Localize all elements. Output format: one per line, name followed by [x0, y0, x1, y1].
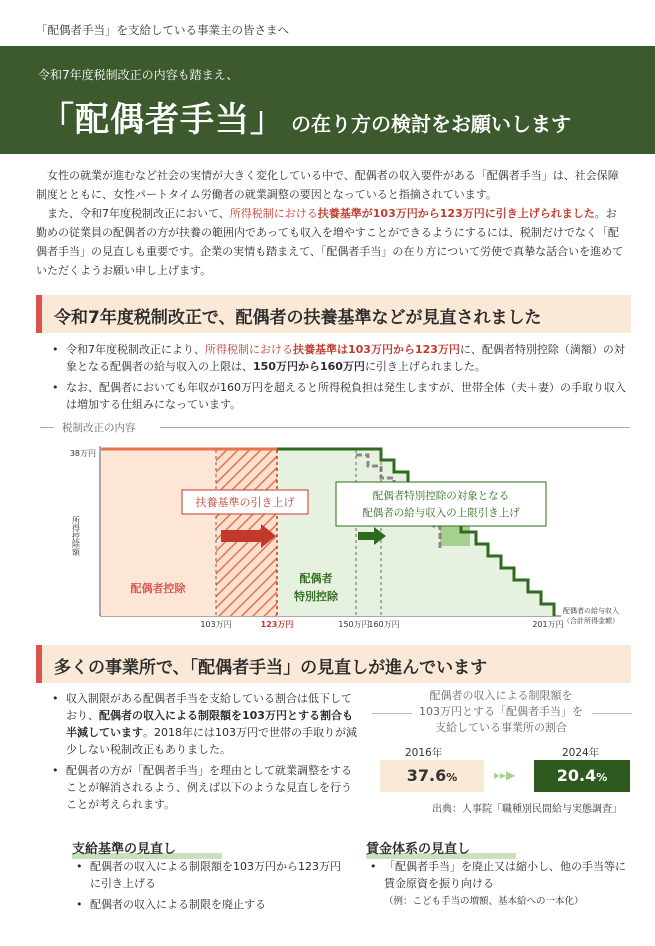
x-tick-label: 150万円 — [338, 620, 370, 629]
stat-year-2024: 2024年 — [562, 747, 600, 759]
y-tick-label: 38万円 — [69, 449, 96, 458]
callout-right-box — [336, 482, 546, 526]
section1-bullets — [52, 341, 627, 417]
box2-item1: 「配偶者手当」を廃止又は縮小し、他の手当等に賃金原資を振り向ける — [384, 860, 626, 890]
intro-p2-red: 所得税制における — [229, 207, 318, 220]
stat-year-2016: 2016年 — [405, 747, 443, 759]
s1b1-bold: 150万円から160万円 — [253, 360, 365, 373]
section1-title: 令和7年度税制改正で、配偶者の扶養基準などが見直されました — [54, 308, 542, 328]
list-item — [52, 341, 627, 375]
header-subtitle: 令和7年度税制改正の内容も踏まえ、 — [38, 68, 239, 82]
intro-p2-post: 。お勤めの従業員の配偶者の方が扶養の範囲内であっても収入を増やすことができるようにするには、税制だけでなく「配偶者手当」の見直しも重要です。企業の実情も踏まえて、「配偶者手当」の在り方について労使で真摯な話合いを進めていただくようお願い申し上げます。 — [36, 207, 624, 277]
header-banner — [0, 46, 655, 154]
tax-chart — [36, 436, 636, 636]
section2-title: 多くの事業所で、「配偶者手当」の見直しが進んでいます — [54, 658, 488, 678]
s2b1-pre: 収入制限がある配偶者手当を支給している割合は低下しており、 — [66, 692, 352, 722]
list-item — [52, 762, 358, 813]
callout-right-l2: 配偶者の給与収入の上限引き上げ — [362, 507, 520, 519]
intro-p2-pre: また、令和7年度税制改正において、 — [47, 207, 230, 220]
double-arrow-icon: ▸▸▶ — [494, 768, 516, 782]
chart-title: 税制改正の内容 — [62, 422, 136, 434]
s1b1-highlight: 扶養基準は103万円から123万円 — [293, 343, 460, 356]
region-label-special-l1: 配偶者 — [299, 572, 333, 585]
box2-list — [370, 858, 632, 914]
y-axis-label: 所得控除額 — [71, 516, 81, 556]
x-tick-label: 160万円 — [368, 620, 400, 629]
x-tick-label: 123万円 — [260, 620, 294, 629]
section2-heading — [36, 645, 631, 683]
box2-item1-note: （例：こども手当の増額、基本給への一本化） — [384, 896, 584, 907]
page-title-main: 「配偶者手当」 — [40, 100, 285, 140]
x-tick-label: 103万円 — [200, 620, 232, 629]
box1-title: 支給基準の見直し — [72, 842, 177, 857]
callout-left-text: 扶養基準の引き上げ — [195, 496, 295, 509]
section2-bullets — [52, 690, 358, 817]
stat-title-l3: 支給している事業所の割合 — [435, 721, 567, 734]
s1b1-end: に引き上げられました。 — [364, 360, 486, 373]
list-item — [52, 690, 358, 758]
s2b1-post: 。2018年には103万円で世帯の手取りが減少しない税制改正もありました。 — [66, 726, 357, 756]
callout-right-l1: 配偶者特別控除の対象となる — [372, 490, 510, 502]
region-label-spouse: 配偶者控除 — [130, 582, 186, 595]
x-axis-label-l2: （合計所得金額） — [563, 617, 619, 625]
stat-pct: % — [596, 771, 608, 784]
stat-rule-left — [372, 713, 412, 714]
intro-text — [36, 166, 626, 280]
s2b2-text: 配偶者の方が「配偶者手当」を理由として就業調整をすることが解消されるよう、例えば以下のような見直しを行うことが考えられます。 — [66, 764, 352, 811]
box2-heading — [366, 838, 516, 859]
s1b1-pre: 令和7年度税制改正により、 — [66, 343, 205, 356]
s1b1-post: に、配偶者特別控除（満額）の対象となる配偶者の給与収入の上限は、 — [66, 343, 625, 373]
s2b1-bold: 配偶者の収入による制限額を103万円とする割合も半減しています — [66, 709, 353, 739]
list-item — [52, 379, 627, 413]
stat-box-2024 — [534, 760, 630, 792]
page-title-rest: の在り方の検討をお願いします — [291, 112, 571, 136]
box1-heading — [72, 838, 222, 859]
audience-line: 「配偶者手当」を支給している事業主の皆さまへ — [36, 23, 289, 37]
x-axis-label-l1: 配偶者の給与収入 — [563, 607, 619, 615]
x-tick-label: 201万円 — [532, 620, 564, 629]
stat-title — [372, 688, 630, 736]
intro-paragraph-1: 女性の就業が進むなど社会の実情が大きく変化している中で、配偶者の収入要件がある「配偶者手当」は、社会保障制度とともに、女性パートタイム労働者の就業調整の要因となっていると指摘されています。 — [36, 169, 619, 201]
chart-rule-right — [160, 427, 630, 428]
list-item — [370, 858, 632, 910]
section1-heading — [36, 295, 631, 333]
stat-title-l2: 103万円とする「配偶者手当」を — [419, 705, 583, 718]
region-label-special-l2: 特別控除 — [294, 590, 338, 603]
intro-paragraph-2 — [36, 204, 626, 280]
list-item: • 配偶者の収入による制限額を103万円から123万円に引き上げる — [76, 858, 346, 892]
stat-title-l1: 配偶者の収入による制限額を — [429, 689, 573, 702]
box2-title: 賃金体系の見直し — [366, 842, 471, 857]
chart-rule-left — [40, 427, 54, 428]
box1-list — [76, 858, 346, 917]
stat-box-2016 — [380, 760, 484, 792]
stat-pct: % — [446, 771, 458, 784]
s1b1-red: 所得税制における — [205, 343, 293, 356]
page-title — [40, 92, 571, 141]
stat-rule-right — [592, 713, 632, 714]
source-note: 出典：人事院「職種別民間給与実態調査」 — [432, 804, 622, 815]
stat-value-2024: 20.4 — [556, 766, 597, 785]
list-item: • 配偶者の収入による制限を廃止する — [76, 896, 346, 913]
intro-p2-highlight: 扶養基準が103万円から123万円に引き上げられました — [317, 207, 595, 220]
stat-value-2016: 37.6 — [406, 766, 447, 785]
s1b2-text: なお、配偶者においても年収が160万円を超えると所得税負担は発生しますが、世帯全体（夫＋妻）の手取り収入は増加する仕組みになっています。 — [66, 381, 626, 411]
